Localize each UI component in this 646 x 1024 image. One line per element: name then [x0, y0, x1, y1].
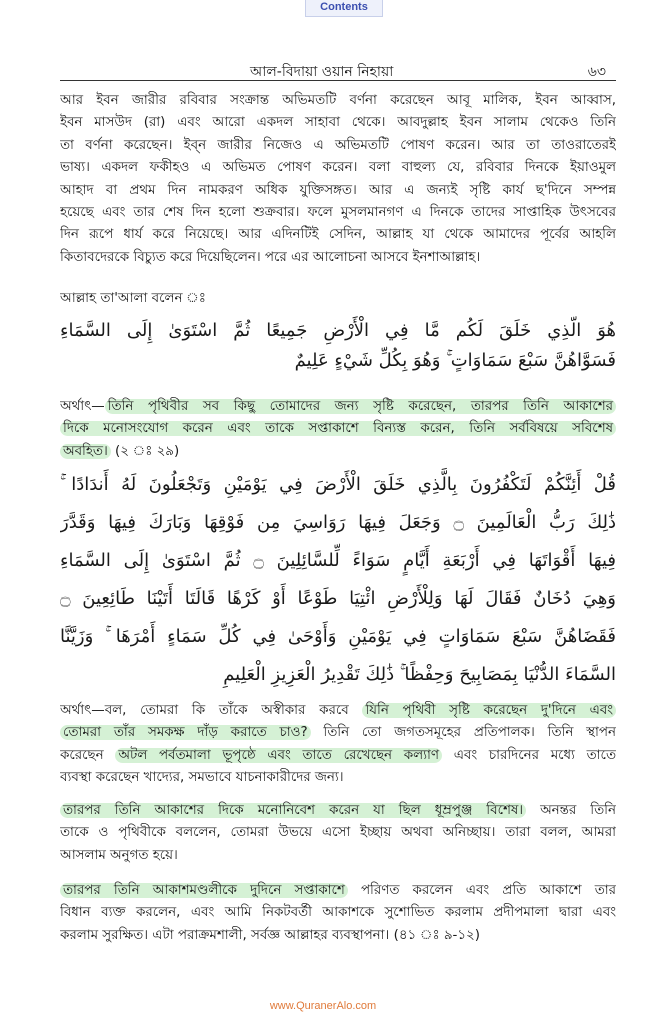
- highlighted-text: তিনি পৃথিবীর সব কিছু তোমাদের জন্য সৃষ্টি করেছেন, তারপর তিনি আকাশের: [105, 399, 616, 414]
- text-line: ভাষ্য। একদল ফকীহও এ অভিমত পোষণ করেন। বলা বাহুল্য যে, রবিবার দিনকে ইয়াওমুল: [60, 160, 616, 176]
- highlighted-text: অবহিত।: [60, 444, 111, 459]
- arabic-verse-2: [60, 466, 616, 694]
- text-line: [60, 880, 616, 902]
- paragraph-1: [60, 90, 616, 269]
- running-title: আল-বিদায়া ওয়ান নিহায়া: [250, 64, 394, 80]
- text-line: আহাদ বা প্রথম দিন নামকরণ অধিক যুক্তিসঙ্গত। আর এ জন্যই সৃষ্টি কার্য ছ'দিনে সম্পন্ন: [60, 182, 616, 198]
- arabic-line: السَّمَاءَ الدُّنْيَا بِمَصَابِيحَ وَحِفْظًا ۚ ذَٰلِكَ تَقْدِيرُ الْعَزِيزِ الْعَلِيمِ: [223, 664, 616, 685]
- plain-text: তিনি তো জগতসমূহের প্রতিপালক। তিনি স্থাপন: [310, 725, 616, 741]
- footer-url[interactable]: www.QuranerAlo.com: [269, 1000, 377, 1012]
- arabic-line: وَهِيَ دُخَانٌ فَقَالَ لَهَا وَلِلْأَرْضِ ائْتِيَا طَوْعًا أَوْ كَرْهًا قَالَتَا أَتَيْنَا طَائِعِينَ ۝: [60, 588, 616, 609]
- text-line: ইবন মাসউদ (রা) এবং আরো একদল সাহাবা থেকে। আবদুল্লাহ ইবন সালাম থেকেও তিনি: [60, 115, 616, 131]
- text-line: বিধান ব্যক্ত করলেন, এবং আমি নিকটবর্তী আকাশকে সুশোভিত করলাম প্রদীপমালা দ্বারা এবং: [60, 905, 616, 921]
- text-line: [60, 722, 616, 744]
- translation-prefix: অর্থাৎ—: [60, 399, 105, 414]
- paragraph-4: [60, 880, 616, 947]
- text-line: কিতাবদেরকে বিচ্যুত করে দিয়েছিলেন। পরে এর আলোচনা আসবে ইনশাআল্লাহ।: [60, 249, 481, 265]
- highlighted-text: যিনি পৃথিবী সৃষ্টি করেছেন দু'দিনে এবং: [362, 703, 616, 718]
- plain-text: এবং চারদিনের মধ্যে তাতে: [442, 747, 616, 763]
- text-line: [60, 800, 616, 822]
- text-line: দিন রূপে ধার্য করে নিয়েছে। আর এদিনটিই সেদিন, আল্লাহ যা থেকে আমাদের পূর্বের আহলি: [60, 227, 616, 243]
- arabic-line: هُوَ الَّذِي خَلَقَ لَكُم مَّا فِي الْأَرْضِ جَمِيعًا ثُمَّ اسْتَوَىٰ إِلَى السَّمَاءِ: [60, 320, 616, 341]
- text-line: আসলাম অনুগত হয়ে।: [60, 847, 178, 863]
- translation-1: [60, 396, 616, 463]
- arabic-line: فَقَضَاهُنَّ سَبْعَ سَمَاوَاتٍ فِي يَوْمَيْنِ وَأَوْحَىٰ فِي كُلِّ سَمَاءٍ أَمْرَهَا ۚ وَزَيَّنَّا: [60, 626, 616, 647]
- plain-text: করেছেন: [60, 747, 116, 763]
- text-line: আল্লাহ তা'আলা বলেন ঃ: [60, 291, 206, 306]
- highlighted-text: অটল পর্বতমালা ভূপৃষ্ঠে এবং তাতে রেখেছেন কল্যাণ: [115, 748, 442, 763]
- arabic-line: فِيهَا أَقْوَاتَهَا فِي أَرْبَعَةِ أَيَّامٍ سَوَاءً لِّلسَّائِلِينَ ۝ ثُمَّ اسْتَوَىٰ إِلَى السَّمَاءِ: [60, 550, 616, 571]
- paragraph-3: [60, 800, 616, 867]
- contents-link[interactable]: Contents: [305, 0, 383, 17]
- highlighted-text: তারপর তিনি আকাশের দিকে মনোনিবেশ করেন যা ছিল ধূম্রপুঞ্জ বিশেষ।: [60, 803, 526, 818]
- verse-reference: (২ ঃ ২৯): [110, 443, 180, 459]
- text-line: ব্যবস্থা করেছেন খাদ্যের, সমভাবে যাচনাকারীদের জন্য।: [60, 770, 344, 786]
- highlighted-text: তারপর তিনি আকাশমণ্ডলীকে দুদিনে সপ্তাকাশে: [60, 883, 348, 898]
- text-line: হয়েছে এবং তার শেষ দিন হলো শুক্রবার। ফলে মুসলমানগণ এ দিনকে তাদের সাপ্তাহিক উৎসবের: [60, 204, 616, 220]
- highlighted-text: তোমরা তাঁর সমকক্ষ দাঁড় করাতে চাও?: [60, 725, 311, 740]
- highlighted-text: দিকে মনোসংযোগ করেন এবং তাকে সপ্তাকাশে বিন্যস্ত করেন, তিনি সর্ববিষয়ে সবিশেষ: [60, 421, 616, 436]
- text-line: [60, 700, 616, 722]
- plain-text: অনন্তর তিনি: [526, 803, 616, 818]
- text-line: তা বর্ণনা করেছেন। ইব্ন জারীর নিজেও এ অভিমতটি পোষণ করেন। আর তা তাওরাতেরই: [60, 137, 616, 153]
- arabic-line: فَسَوَّاهُنَّ سَبْعَ سَمَاوَاتٍ ۚ وَهُوَ بِكُلِّ شَيْءٍ عَلِيمٌ: [294, 350, 616, 371]
- text-line: আর ইবন জারীর রবিবার সংক্রান্ত অভিমতটি বর্ণনা করেছেন আবূ মালিক, ইবন আব্বাস,: [60, 93, 616, 108]
- plain-text: পরিণত করলেন এবং প্রতি আকাশে তার: [347, 883, 616, 898]
- arabic-line: ذَٰلِكَ رَبُّ الْعَالَمِينَ ۝ وَجَعَلَ فِيهَا رَوَاسِيَ مِن فَوْقِهَا وَبَارَكَ فِيهَا وَقَدَّرَ: [60, 512, 616, 533]
- quote-intro: [60, 288, 616, 310]
- text-line: করলাম সুরক্ষিত। এটা পরাক্রমশালী, সর্বজ্ঞ আল্লাহর ব্যবস্থাপনা। (৪১ ঃ ৯-১২): [60, 927, 480, 943]
- text-line: [60, 396, 616, 418]
- translation-2: [60, 700, 616, 790]
- text-line: [60, 418, 616, 440]
- text-line: [60, 441, 616, 463]
- text-line: [60, 745, 616, 767]
- arabic-verse-1: [60, 316, 616, 376]
- plain-text: অর্থাৎ—বল, তোমরা কি তাঁকে অস্বীকার করবে: [60, 703, 363, 718]
- arabic-line: قُلْ أَئِنَّكُمْ لَتَكْفُرُونَ بِالَّذِي خَلَقَ الْأَرْضَ فِي يَوْمَيْنِ وَتَجْعَلُونَ لَهُ أَندَادًا ۚ: [60, 474, 616, 495]
- running-header: [60, 58, 616, 81]
- page-number: ৬৩: [587, 64, 606, 80]
- text-line: তাকে ও পৃথিবীকে বললেন, তোমরা উভয়ে এসো ইচ্ছায় অথবা অনিচ্ছায়। তারা বলল, আমরা: [60, 825, 616, 841]
